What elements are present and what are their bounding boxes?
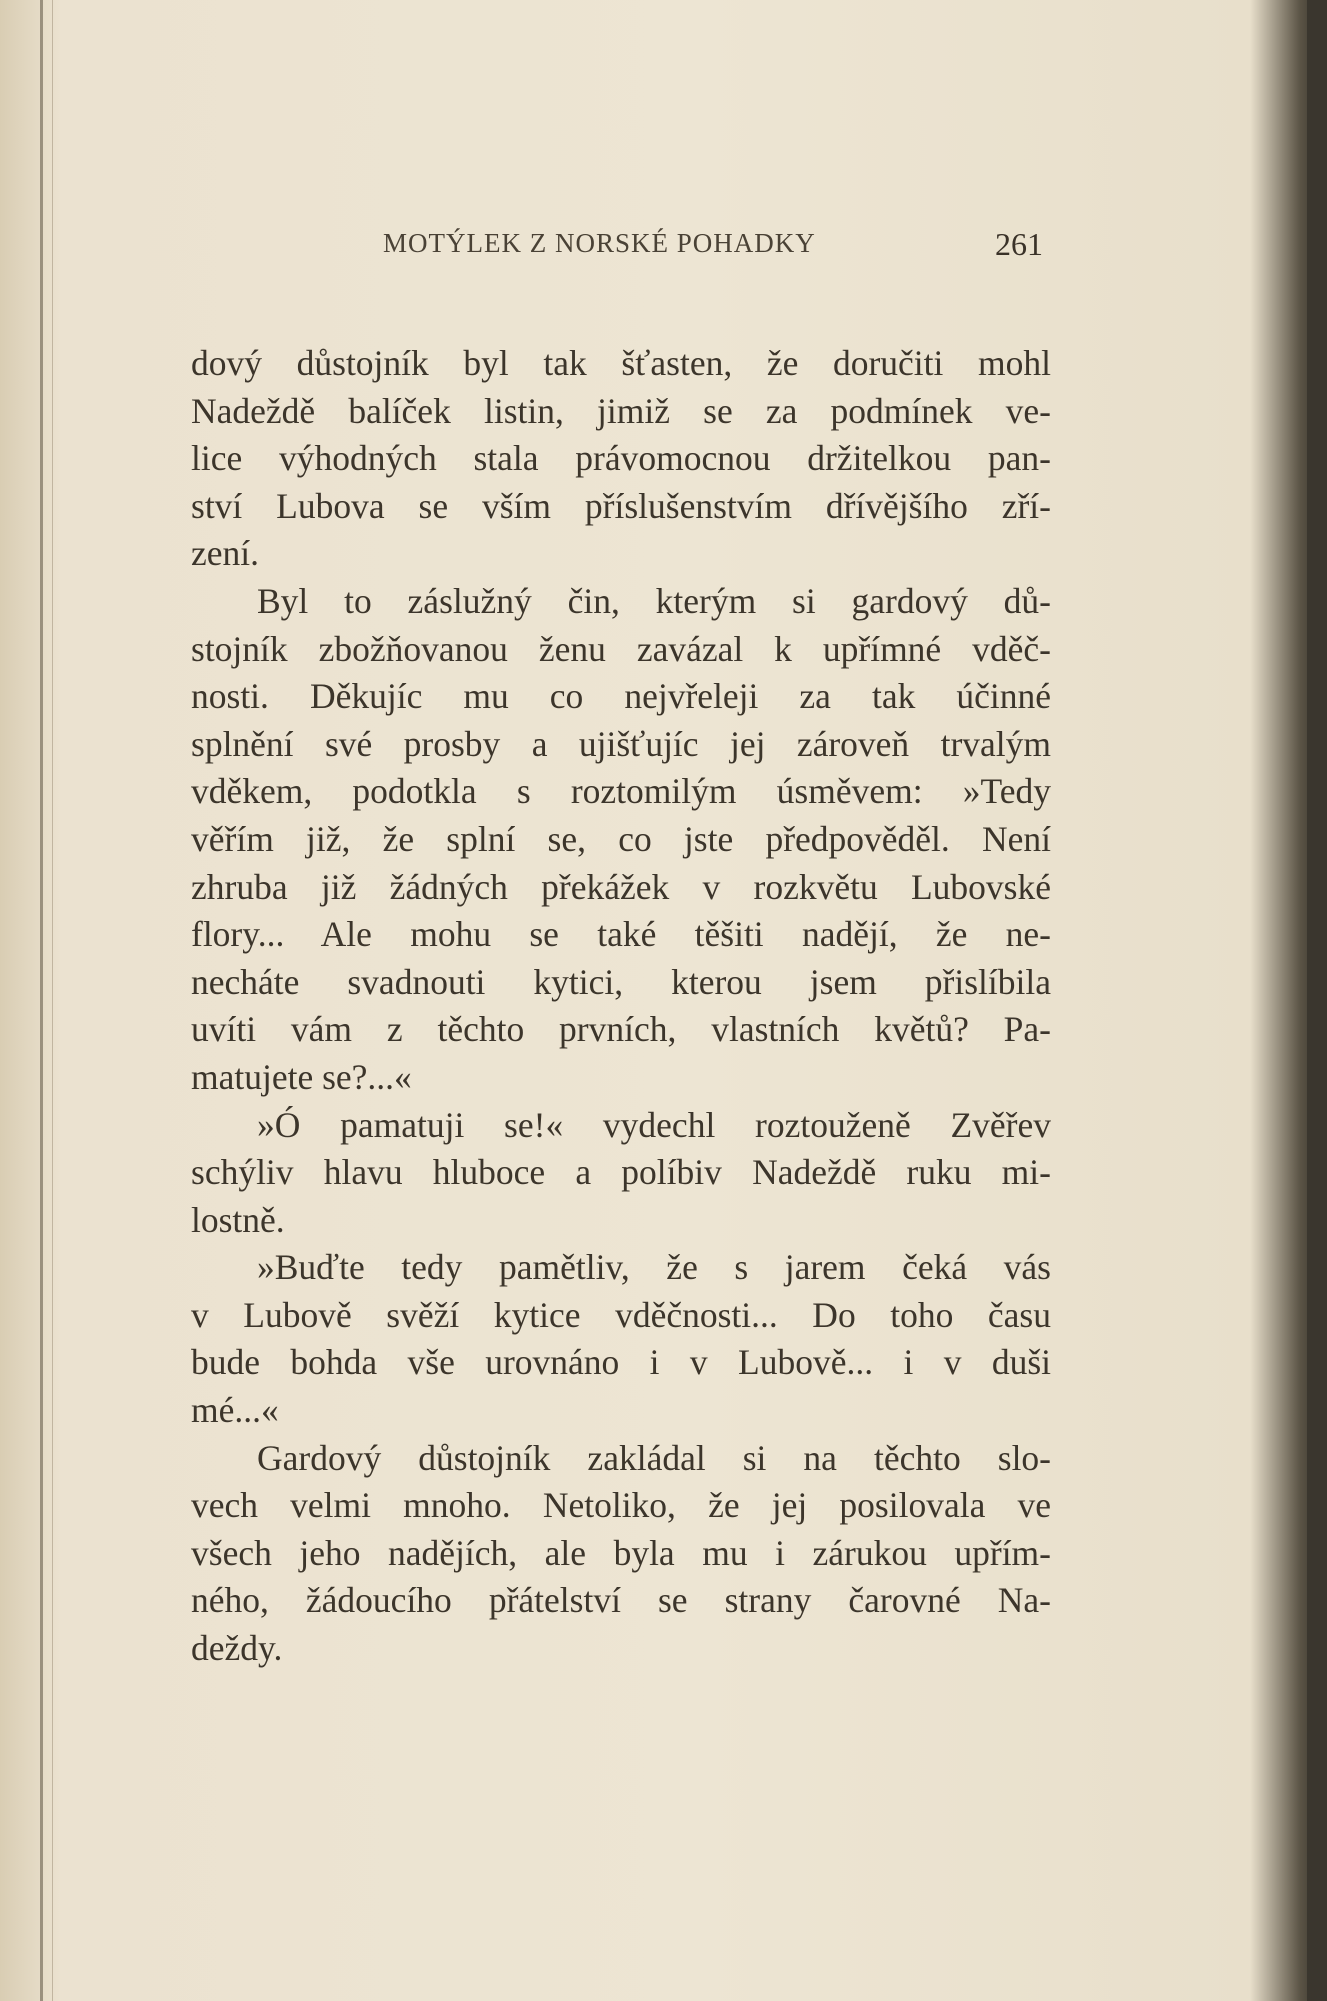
text-line: bude bohda vše urovnáno i v Lubově... i v duši xyxy=(191,1342,1051,1383)
text-line: v Lubově svěží kytice vděčnosti... Do toho času xyxy=(191,1294,1051,1335)
page-number: 261 xyxy=(995,226,1043,262)
text-line: necháte svadnouti kytici, kterou jsem přislíbila xyxy=(191,961,1051,1002)
body-text xyxy=(191,340,1051,1673)
text-line: všech jeho nadějích, ale byla mu i zárukou upřím- xyxy=(191,1532,1051,1573)
text-line: Byl to záslužný čin, kterým si gardový dů- xyxy=(257,580,1051,621)
text-line: lostně. xyxy=(191,1199,285,1240)
binding-edge-inner xyxy=(52,0,53,2001)
text-line: zhruba již žádných překážek v rozkvětu Lubovské xyxy=(191,866,1051,907)
text-line: ného, žádoucího přátelství se strany čarovné Na- xyxy=(191,1580,1051,1621)
text-line: Nadeždě balíček listin, jimiž se za podmínek ve- xyxy=(191,390,1051,431)
page-right-edge xyxy=(1307,0,1327,2001)
text-line: stojník zbožňovanou ženu zavázal k upřímné vděč- xyxy=(191,628,1051,669)
text-line: zení. xyxy=(191,533,260,574)
text-line: vech velmi mnoho. Netoliko, že jej posilovala ve xyxy=(191,1485,1051,1526)
text-line: nosti. Děkujíc mu co nejvřeleji za tak účinné xyxy=(191,676,1051,717)
text-line: vděkem, podotkla s roztomilým úsměvem: »Tedy xyxy=(191,771,1051,812)
text-line: »Ó pamatuji se!« vydechl roztouženě Zvěřev xyxy=(257,1104,1051,1145)
running-title: MOTÝLEK Z NORSKÉ POHADKY xyxy=(383,228,816,258)
text-line: deždy. xyxy=(191,1628,283,1669)
text-line: ství Lubova se vším příslušenstvím dřívějšího zří- xyxy=(191,485,1051,526)
text-line: uvíti vám z těchto prvních, vlastních květů? Pa- xyxy=(191,1009,1051,1050)
text-line: flory... Ale mohu se také těšiti nadějí, že ne- xyxy=(191,914,1051,955)
text-line: schýliv hlavu hluboce a políbiv Nadeždě ruku mi- xyxy=(191,1152,1051,1193)
binding-edge xyxy=(40,0,43,2001)
text-line: věřím již, že splní se, co jste předpověděl. Není xyxy=(191,818,1051,859)
text-line: »Buďte tedy pamětliv, že s jarem čeká vás xyxy=(257,1247,1051,1288)
text-line: mé...« xyxy=(191,1390,279,1431)
text-line: splnění své prosby a ujišťujíc jej zároveň trvalým xyxy=(191,723,1051,764)
text-line: Gardový důstojník zakládal si na těchto slo- xyxy=(257,1437,1051,1478)
text-line: dový důstojník byl tak šťasten, že doručiti mohl xyxy=(191,343,1051,383)
text-line: lice výhodných stala právomocnou držitelkou pan- xyxy=(191,438,1051,479)
text-line: matujete se?...« xyxy=(191,1056,412,1097)
